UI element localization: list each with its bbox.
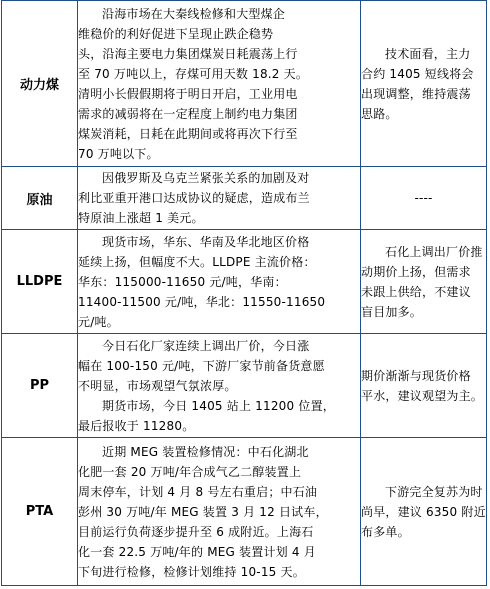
- table-row: [2, 1, 487, 167]
- trading-advice: [361, 230, 487, 334]
- commentary-line: 因俄罗斯及乌克兰紧张关系的加剧及对: [102, 171, 310, 185]
- trading-advice: [361, 1, 487, 167]
- advice-line: 尚早，建议 6350 附近: [361, 504, 486, 519]
- commentary-line: 现货市场，华东、华南及华北地区价格: [102, 234, 310, 249]
- advice-line: 思路。: [361, 106, 398, 121]
- commentary-line: 幅在 100-150 元/吨，下游厂家节前备货意愿: [78, 358, 325, 373]
- commodity-name: LLDPE: [2, 230, 78, 334]
- table-row: [2, 438, 487, 586]
- advice-line: 平水，建议观望为主。: [361, 388, 484, 403]
- commentary-line: 70 万吨以下。: [78, 146, 159, 161]
- commentary-line: 需求的减弱将在一定程度上制约电力集团: [78, 106, 298, 121]
- commentary-line: 化一套 22.5 万吨/年的 MEG 装置计划 4 月: [78, 544, 316, 559]
- commentary-line: 最后报收于 11280。: [78, 418, 195, 433]
- commentary-line: 今日石化厂家连续上调出厂价，今日涨: [102, 338, 310, 353]
- commentary-line: 煤炭消耗，日耗在此期间或将再次下行至: [78, 126, 298, 141]
- advice-line: 技术面看，主力: [385, 46, 471, 61]
- table-row: [2, 334, 487, 438]
- advice-line: 下游完全复苏为时: [385, 484, 483, 499]
- commentary-line: 不明显，市场观望气氛浓厚。: [78, 378, 237, 393]
- commentary-line: 华东：115000-11650 元/吨，华南：: [78, 274, 287, 289]
- market-commentary: [78, 167, 361, 230]
- commentary-line: 至 70 万吨以上，存煤可用天数 18.2 天。: [78, 66, 309, 81]
- commentary-line: 元/吨。: [78, 314, 119, 329]
- commodity-name: PTA: [2, 438, 78, 586]
- market-commentary: [78, 1, 361, 167]
- commodity-name: PP: [2, 334, 78, 438]
- market-commentary: [78, 230, 361, 334]
- commentary-line: 近期 MEG 装置检修情况：中石化湖北: [102, 444, 309, 459]
- commentary-line: 特原油上涨超 1 美元。: [78, 211, 204, 225]
- advice-line: 未跟上供给，不建议: [361, 284, 471, 299]
- market-commentary: [78, 438, 361, 586]
- commentary-line: 彭州 30 万吨/年 MEG 装置 3 月 12 日试车，: [78, 504, 328, 519]
- advice-line: 期价渐渐与现货价格: [361, 368, 471, 383]
- table-row: [2, 167, 487, 230]
- commentary-line: 维稳价的利好促进下呈现止跌企稳势: [78, 26, 274, 41]
- table-row: [2, 230, 487, 334]
- advice-line: 合约 1405 短线将会: [361, 66, 474, 81]
- trading-advice: [361, 334, 487, 438]
- commentary-line: 周末停车，计划 4 月 8 号左右重启；中石油: [78, 484, 318, 499]
- commentary-line: 11400-11500 元/吨，华北：11550-11650: [78, 294, 326, 309]
- advice-line: 石化上调出厂价推: [385, 244, 483, 259]
- commodity-name: 原油: [2, 167, 78, 230]
- commentary-line: 利比亚重开港口达成协议的疑虑，造成布兰: [78, 191, 310, 205]
- market-commentary: [78, 334, 361, 438]
- commodity-report-table: [1, 0, 487, 586]
- commentary-line: 下旬进行检修，检修计划维持 10-15 天。: [78, 564, 305, 579]
- commentary-line: 延续上扬，但幅度不大。LLDPE 主流价格：: [78, 254, 316, 269]
- trading-advice: [361, 438, 487, 586]
- advice-line: 布多单。: [361, 524, 410, 539]
- commentary-line: 目前运行负荷逐步提升至 6 成附近。上海石: [78, 524, 314, 539]
- commentary-line: 清明小长假假期将于明日开启，工业用电: [78, 86, 298, 101]
- commentary-line: 头，沿海主要电力集团煤炭日耗震荡上行: [78, 46, 298, 61]
- advice-line: 出现调整，维持震荡: [361, 86, 471, 101]
- advice-line: 盲目加多。: [361, 304, 423, 319]
- advice-line: ----: [414, 191, 433, 205]
- commentary-line: 期货市场，今日 1405 站上 11200 位置，: [102, 398, 335, 413]
- advice-line: 动期价上扬，但需求: [361, 264, 471, 279]
- trading-advice: [361, 167, 487, 230]
- commentary-line: 沿海市场在大秦线检修和大型煤企: [102, 6, 286, 21]
- commentary-line: 化肥一套 20 万吨/年合成气乙二醇装置上: [78, 464, 302, 479]
- commodity-name: 动力煤: [2, 1, 78, 167]
